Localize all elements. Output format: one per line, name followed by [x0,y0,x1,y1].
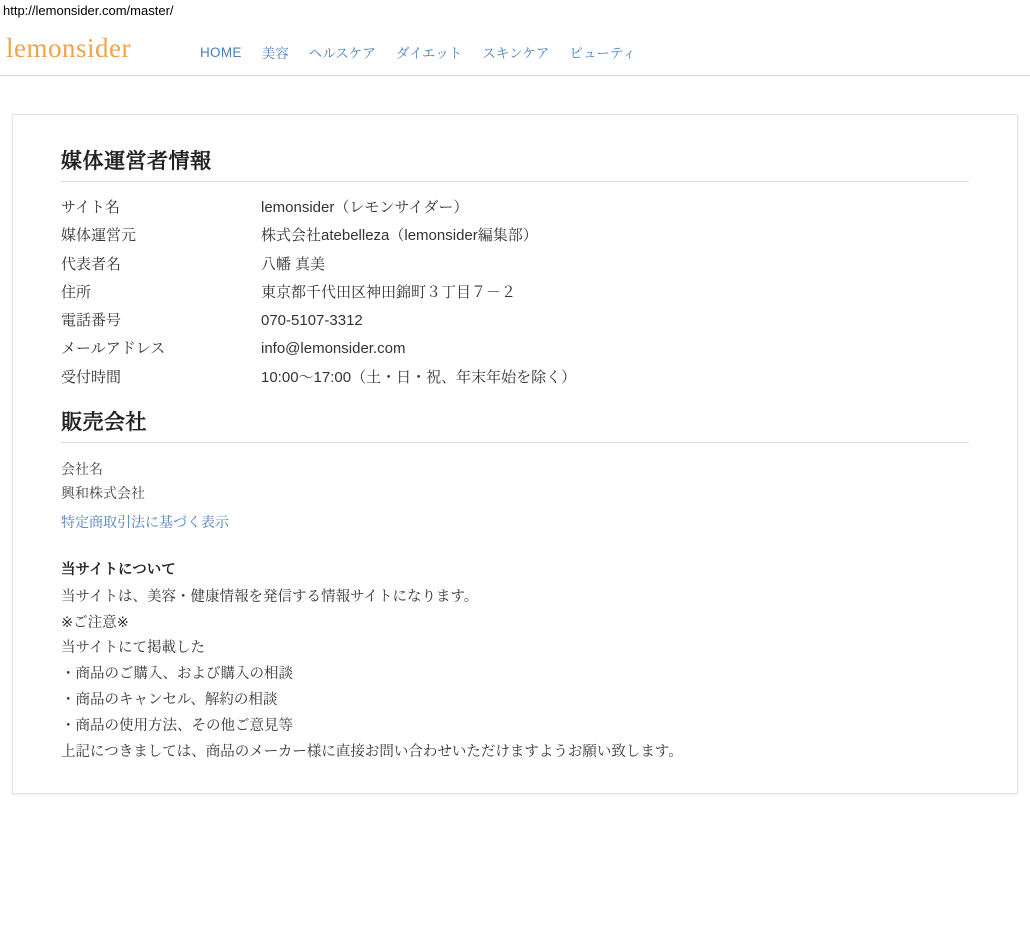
nav-item-diet[interactable]: ダイエット [395,46,463,61]
about-line: ・商品のご購入、および購入の相談 [61,666,293,683]
browser-url-bar[interactable] [0,0,1030,25]
info-label-address: 住所 [61,283,92,301]
seller-company-name: 興和株式会社 [61,485,145,502]
title-divider [61,181,969,182]
site-logo[interactable]: lemonsider [6,33,131,63]
about-heading: 当サイトについて [61,561,176,578]
about-line: 上記につきましては、商品のメーカー様に直接お問い合わせいただけますようお願い致します。 [61,743,683,760]
info-value-operator: 株式会社atebelleza（lemonsider編集部） [261,227,538,245]
seller-divider [61,442,969,443]
info-value-email: info@lemonsider.com [261,340,406,358]
about-line-caution: ※ご注意※ [61,614,129,631]
nav-item-home[interactable]: HOME [200,44,242,60]
info-label-representative: 代表者名 [61,255,122,273]
nav-item-healthcare[interactable]: ヘルスケア [308,46,376,61]
info-label-email: メールアドレス [61,340,166,358]
about-line: ・商品の使用方法、その他ご意見等 [61,717,293,734]
table-row [61,196,969,224]
table-row [61,224,969,252]
site-header [0,25,1030,76]
table-row [61,309,969,337]
info-value-address: 東京都千代田区神田錦町３丁目７－２ [261,283,517,301]
info-label-site-name: サイト名 [61,199,120,216]
nav-item-beauty[interactable]: 美容 [261,46,289,61]
info-label-phone: 電話番号 [61,312,122,329]
info-value-phone: 070-5107-3312 [261,312,363,329]
legal-disclosure-link[interactable]: 特定商取引法に基づく表示 [61,513,229,530]
info-label-hours: 受付時間 [61,368,122,386]
nav-item-skincare[interactable]: スキンケア [482,46,550,61]
page-wrapper [0,76,1030,794]
info-value-representative: 八幡 真美 [261,255,326,273]
about-line: 当サイトにて掲載した [61,640,205,657]
main-navigation [200,42,636,62]
table-row [61,366,969,394]
about-line: ・商品のキャンセル、解約の相談 [61,691,278,708]
seller-section-title: 販売会社 [61,410,147,434]
about-line: 当サイトは、美容・健康情報を発信する情報サイトになります。 [61,588,479,605]
page-title: 媒体運営者情報 [61,150,212,173]
nav-item-beauty-tips[interactable]: ビューティ [569,46,636,61]
operator-info-table [61,196,969,394]
seller-company-label: 会社名 [61,460,103,477]
content-card [12,114,1018,794]
url-text: http://lemonsider.com/master/ [3,3,174,18]
table-row [61,253,969,281]
table-row [61,281,969,309]
seller-block [61,457,969,532]
info-value-site-name: lemonsider（レモンサイダー） [261,199,469,216]
info-label-operator: 媒体運営元 [61,227,137,245]
table-row [61,337,969,365]
about-block [61,558,969,766]
info-value-hours: 10:00〜17:00（土・日・祝、年末年始を除く） [261,368,577,386]
